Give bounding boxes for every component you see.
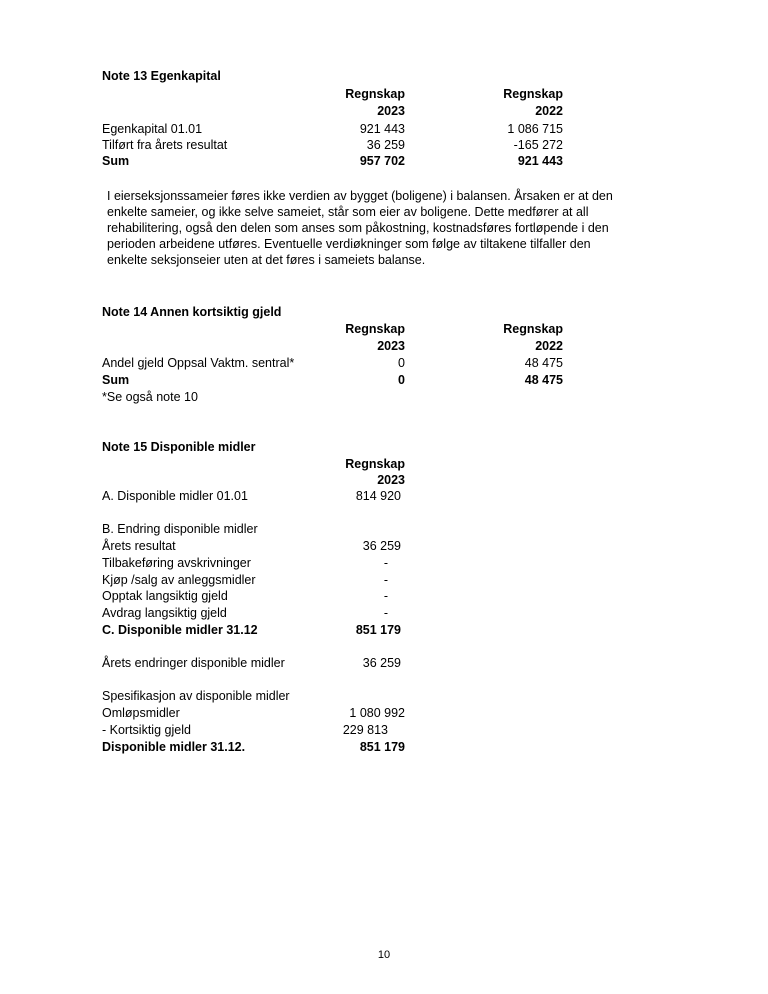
note15-b-row-label: Tilbakeføring avskrivninger	[102, 556, 251, 570]
note15-b-row-value: -	[383, 573, 388, 587]
note14-col2022-head1: Regnskap	[503, 322, 563, 336]
note15-col2023-head2: 2023	[377, 473, 405, 487]
note13-row-label: Tilført fra årets resultat	[102, 138, 228, 152]
note13-sum-label: Sum	[102, 154, 130, 168]
note15-change-value: 36 259	[362, 656, 401, 670]
note14-col2023-head2: 2023	[377, 339, 405, 353]
note13-col2023-head1: Regnskap	[345, 87, 405, 101]
note15-b-row-label: Kjøp /salg av anleggsmidler	[102, 573, 256, 587]
note13-sum-2022: 921 443	[517, 154, 563, 168]
note13-sum-2023: 957 702	[359, 154, 405, 168]
note15-b-row-value: -	[383, 556, 388, 570]
note15-b-row-value: 36 259	[362, 539, 401, 553]
note15-c-label: C. Disponible midler 31.12	[102, 623, 258, 637]
note14-row-label: Andel gjeld Oppsal Vaktm. sentral*	[102, 356, 295, 370]
note14-footnote: *Se også note 10	[102, 390, 198, 404]
note15-spec-row-value: 229 813	[342, 723, 388, 737]
note15-b-row-label: Årets resultat	[102, 539, 176, 553]
note15-spec-row-label: Omløpsmidler	[102, 706, 180, 720]
note13-col2022-head1: Regnskap	[503, 87, 563, 101]
paragraph-line: enkelte seksjonseier uten at det føres i sameiets balanse.	[107, 253, 426, 267]
note14-row-2023: 0	[398, 356, 405, 370]
note15-b-row-label: Opptak langsiktig gjeld	[102, 589, 228, 603]
note13-row-2022: -165 272	[513, 138, 563, 152]
note14-sum-2023: 0	[398, 373, 405, 387]
note14-title: Note 14 Annen kortsiktig gjeld	[102, 305, 282, 319]
note15-b-row-label: Avdrag langsiktig gjeld	[102, 606, 227, 620]
note14-sum-2022: 48 475	[524, 373, 563, 387]
paragraph-line: rehabilitering, også den delen som anses som påkostning, kostnadsføres fortløpende i den	[107, 221, 609, 235]
note13-row-label: Egenkapital 01.01	[102, 122, 203, 136]
note13-row-2023: 36 259	[366, 138, 405, 152]
note15-total-value: 851 179	[359, 740, 405, 754]
note14-row-2022: 48 475	[524, 356, 563, 370]
note15-title: Note 15 Disponible midler	[102, 440, 256, 454]
note15-total-label: Disponible midler 31.12.	[102, 740, 246, 754]
note14-col2022-head2: 2022	[535, 339, 563, 353]
note15-c-value: 851 179	[355, 623, 401, 637]
note15-spec-heading: Spesifikasjon av disponible midler	[102, 689, 290, 703]
note13-title: Note 13 Egenkapital	[102, 69, 221, 83]
note13-row-2023: 921 443	[359, 122, 405, 136]
note15-a-label: A. Disponible midler 01.01	[102, 489, 248, 503]
page-number: 10	[377, 949, 391, 961]
paragraph-line: I eierseksjonssameier føres ikke verdien av bygget (boligene) i balansen. Årsaken er at den	[107, 189, 613, 203]
note15-spec-row-label: - Kortsiktig gjeld	[102, 723, 191, 737]
note14-sum-label: Sum	[102, 373, 130, 387]
note13-col2023-head2: 2023	[377, 104, 405, 118]
note15-b-row-value: -	[383, 589, 388, 603]
note15-b-row-value: -	[383, 606, 388, 620]
note15-spec-row-value: 1 080 992	[349, 706, 405, 720]
note15-col2023-head1: Regnskap	[345, 457, 405, 471]
note14-col2023-head1: Regnskap	[345, 322, 405, 336]
note15-change-label: Årets endringer disponible midler	[102, 656, 285, 670]
note13-paragraph	[107, 188, 637, 268]
note15-b-heading: B. Endring disponible midler	[102, 522, 258, 536]
note15-a-value: 814 920	[355, 489, 401, 503]
paragraph-line: perioden arbeidene utføres. Eventuelle verdiøkninger som følge av tiltakene tilfaller den	[107, 237, 591, 251]
note13-row-2022: 1 086 715	[507, 122, 563, 136]
paragraph-line: enkelte sameier, og ikke selve sameiet, står som eier av boligene. Dette medfører at all	[107, 205, 589, 219]
note13-col2022-head2: 2022	[535, 104, 563, 118]
